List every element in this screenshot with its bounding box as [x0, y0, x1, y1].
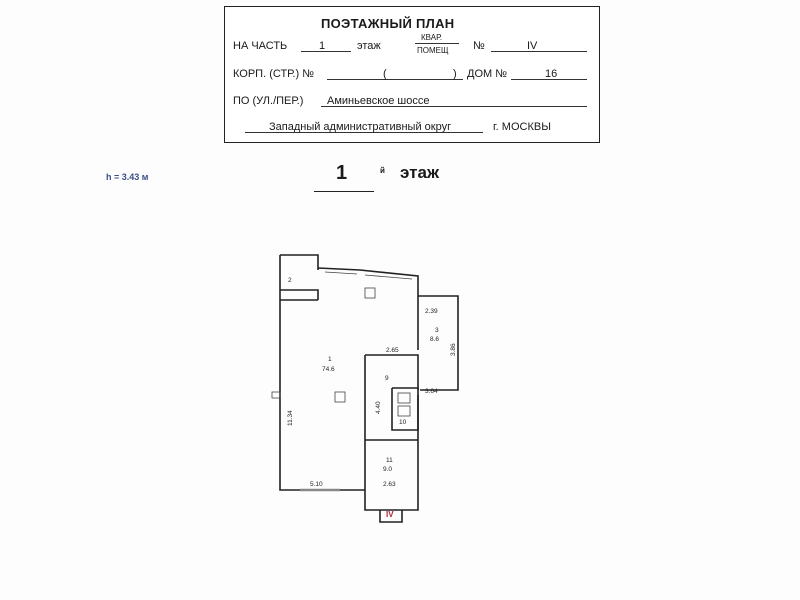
floor-heading-word: этаж [400, 163, 439, 182]
dim-2-65: 2.65 [386, 347, 399, 354]
room-11-area: 9.0 [383, 466, 393, 473]
street-value: Аминьевское шоссе [327, 95, 430, 107]
room-2-number: 2 [288, 277, 292, 284]
room-1-area: 74.6 [322, 366, 335, 373]
dim-3-86: 3.86 [450, 343, 457, 356]
room-1-number: 1 [328, 356, 332, 363]
room-11-number: 11 [386, 457, 393, 464]
dim-5-10: 5.10 [310, 481, 323, 488]
room-3-number: 3 [435, 327, 439, 334]
stamp-title: ПОЭТАЖНЫЙ ПЛАН [321, 16, 455, 31]
dim-2-39: 2.39 [425, 308, 438, 315]
room-3-area: 8.6 [430, 336, 440, 343]
korp-paren-close: ) [453, 68, 457, 80]
street-label: ПО (УЛ./ПЕР.) [233, 95, 304, 107]
dim-11-34: 11.34 [287, 410, 294, 426]
dom-label: ДОМ № [467, 68, 508, 80]
number-sign: № [473, 40, 485, 52]
dim-4-40: 4.40 [375, 401, 382, 414]
number-value: IV [527, 40, 538, 52]
city-value: г. МОСКВЫ [493, 121, 551, 133]
entrance-label: IV [386, 510, 394, 519]
pomesh-label: ПОМЕЩ [417, 46, 449, 55]
kvar-label: КВАР. [421, 33, 443, 42]
dom-value: 16 [545, 68, 558, 80]
room-9-number: 9 [385, 375, 389, 382]
dim-2-63: 2.63 [383, 481, 396, 488]
ceiling-height-note: h = 3.43 м [106, 172, 149, 182]
plan-labels [287, 277, 457, 519]
dim-3-64: 3.64 [425, 388, 438, 395]
floor-label: этаж [357, 40, 381, 52]
floor-heading-number: 1 [336, 162, 348, 184]
korp-label: КОРП. (СТР.) № [233, 68, 314, 80]
korp-paren-open: ( [383, 68, 387, 80]
floor-heading-suffix: й [380, 166, 385, 175]
district-value: Западный административный округ [269, 121, 452, 133]
na-chast-label: НА ЧАСТЬ [233, 40, 288, 52]
floor-value: 1 [319, 40, 326, 52]
room-10-number: 10 [399, 419, 407, 426]
